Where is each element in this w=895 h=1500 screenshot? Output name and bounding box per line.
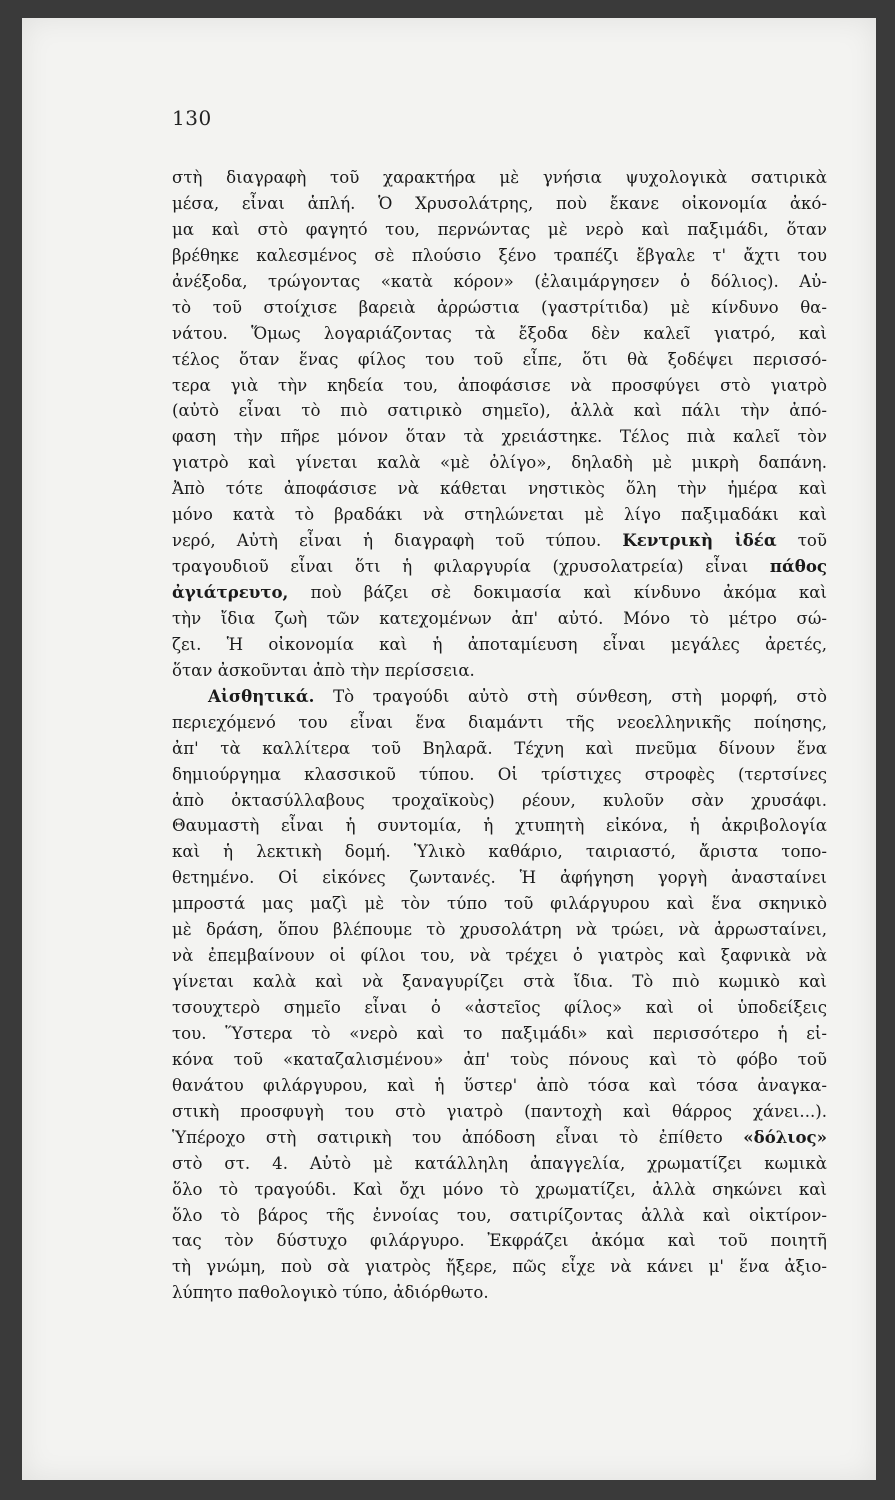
text-line <box>172 347 827 373</box>
line-text: στὴ διαγραφὴ τοῦ χαρακτήρα μὲ γνήσια ψυχολογικὰ σατιρικὰ <box>172 168 827 187</box>
line-text: ἀπὸ ὀκτασύλλαβους τροχαϊκοὺς) ρέουν, κυλοῦν σὰν χρυσάφι. <box>172 790 827 810</box>
line-text: ἀνέξοδα, τρώγοντας «κατὰ κόρον» (ἐλαιμάργησεν ὁ δόλιος). Αὐ- <box>172 271 827 291</box>
text-line <box>172 373 827 399</box>
text-line <box>172 554 827 580</box>
text-line <box>172 295 827 321</box>
bold-term: «δόλιος» <box>743 1126 827 1147</box>
text-line <box>172 917 827 943</box>
line-text: τὴ γνώμη, ποὺ σὰ γιατρὸς ἤξερε, πῶς εἶχε νὰ κάνει μ' ἕνα ἀξιο- <box>172 1257 827 1277</box>
text-line <box>172 1177 827 1203</box>
line-text: περιεχόμενό του εἶναι ἕνα διαμάντι τῆς νεοελληνικῆς ποίησης, <box>172 712 827 732</box>
text-line <box>172 684 827 710</box>
line-text: φαση τὴν πῆρε μόνον ὅταν τὰ χρειάστηκε. Τέλος πιὰ καλεῖ τὸν <box>172 427 827 447</box>
text-line <box>172 269 827 295</box>
line-text: τέλος ὅταν ἕνας φίλος του τοῦ εἶπε, ὅτι θὰ ξοδέψει περισσό- <box>172 349 827 369</box>
line-text: θανάτου φιλάργυρου, καὶ ἡ ὕστερ' ἀπὸ τόσα καὶ τόσα ἀναγκα- <box>172 1075 827 1095</box>
book-page <box>22 18 876 1480</box>
line-text: μὲ δράση, ὅπου βλέπουμε τὸ χρυσολάτρη νὰ τρώει, νὰ ἀρρωσταίνει, <box>172 920 827 940</box>
line-text: νάτου. Ὅμως λογαριάζοντας τὰ ἔξοδα δὲν καλεῖ γιατρό, καὶ <box>172 323 827 343</box>
line-text: τσουχτερὸ σημεῖο εἶναι ὁ «ἀστεῖος φίλος» καὶ οἱ ὑποδείξεις <box>172 998 827 1017</box>
line-text: (αὐτὸ εἶναι τὸ πιὸ σατιρικὸ σημεῖο), ἀλλὰ καὶ πάλι τὴν ἀπό- <box>172 401 827 421</box>
line-text: ὅλο τὸ τραγούδι. Καὶ ὄχι μόνο τὸ χρωματίζει, ἀλλὰ σηκώνει καὶ <box>172 1179 827 1199</box>
text-line <box>172 813 827 839</box>
text-line <box>172 943 827 969</box>
line-text: Θαυμαστὴ εἶναι ἡ συντομία, ἡ χτυπητὴ εἰκόνα, ἡ ἀκριβολογία <box>172 816 827 836</box>
line-text: ποὺ βάζει σὲ δοκιμασία καὶ κίνδυνο ἀκόμα καὶ <box>288 583 827 602</box>
text-line <box>172 995 827 1021</box>
line-text: στικὴ προσφυγὴ του στὸ γιατρὸ (παντοχὴ καὶ θάρρος χάνει...). <box>172 1101 827 1121</box>
text-line <box>172 165 827 191</box>
line-text: μέσα, εἶναι ἁπλή. Ὁ Χρυσολάτρης, ποὺ ἔκανε οἰκονομία ἀκό- <box>172 193 827 213</box>
text-line <box>172 217 827 243</box>
bold-term: πάθος <box>769 556 827 577</box>
text-line <box>172 398 827 424</box>
line-text: θετημένο. Οἱ εἰκόνες ζωντανές. Ἡ ἀφήγηση γοργὴ ἀνασταίνει <box>172 868 827 888</box>
line-text: ζει. Ἡ οἰκονομία καὶ ἡ ἀποταμίευση εἶναι μεγάλες ἀρετές, <box>172 634 827 654</box>
line-text: τὴν ἴδια ζωὴ τῶν κατεχομένων ἀπ' αὐτό. Μόνο τὸ μέτρο σώ- <box>172 608 827 628</box>
line-text: ὅλο τὸ βάρος τῆς ἐννοίας του, σατιρίζοντας ἀλλὰ καὶ οἰκτίρον- <box>172 1205 827 1225</box>
line-text: νερό, Αὐτὴ εἶναι ἡ διαγραφὴ τοῦ τύπου. <box>172 531 623 551</box>
line-text: κόνα τοῦ «καταζαλισμένου» ἀπ' τοὺς πόνους καὶ τὸ φόβο τοῦ <box>172 1049 827 1069</box>
text-line <box>172 528 827 554</box>
text-line <box>172 606 827 632</box>
text-line <box>172 788 827 814</box>
line-text: λύπητο παθολογικὸ τύπο, ἀδιόρθωτο. <box>172 1283 489 1303</box>
text-line <box>172 1203 827 1229</box>
text-line <box>172 1047 827 1073</box>
text-line <box>172 710 827 736</box>
line-text: δημιούργημα κλασσικοῦ τύπου. Οἱ τρίστιχες στροφὲς (τερτσίνες <box>172 764 827 784</box>
page-number: 130 <box>172 106 212 130</box>
text-line <box>172 191 827 217</box>
line-text: τραγουδιοῦ εἶναι ὅτι ἡ φιλαργυρία (χρυσολατρεία) εἶναι <box>172 557 770 577</box>
text-line <box>172 1099 827 1125</box>
line-text: ἀπ' τὰ καλλίτερα τοῦ Βηλαρᾶ. Τέχνη καὶ πνεῦμα δίνουν ἕνα <box>172 738 827 758</box>
bold-term: ἀγιάτρευτο, <box>172 582 289 602</box>
text-line <box>172 891 827 917</box>
text-line <box>172 1254 827 1280</box>
line-text: τας τὸν δύστυχο φιλάργυρο. Ἐκφράζει ἀκόμα καὶ τοῦ ποιητῆ <box>172 1231 827 1251</box>
line-text: του. Ὕστερα τὸ «νερὸ καὶ το παξιμάδι» καὶ περισσότερο ἡ εἰ- <box>172 1023 827 1043</box>
line-text: γιατρὸ καὶ γίνεται καλὰ «μὲ ὀλίγο», δηλαδὴ μὲ μικρὴ δαπάνη. <box>172 453 827 473</box>
bold-term: Κεντρικὴ ἰδέα <box>622 530 777 551</box>
line-text: τοῦ <box>776 531 827 551</box>
bold-term: Αἰσθητικά. <box>208 685 315 706</box>
line-text: μα καὶ στὸ φαγητό του, περνώντας μὲ νερὸ καὶ παξιμάδι, ὅταν <box>172 219 827 239</box>
text-line <box>172 424 827 450</box>
text-line <box>172 1151 827 1177</box>
text-line <box>172 243 827 269</box>
line-text: ὅταν ἀσκοῦνται ἀπὸ τὴν περίσσεια. <box>172 660 475 680</box>
line-text: στὸ στ. 4. Αὐτὸ μὲ κατάλληλη ἀπαγγελία, χρωματίζει κωμικὰ <box>172 1153 827 1173</box>
line-text: Ὑπέροχο στὴ σατιρικὴ του ἀπόδοση εἶναι τὸ ἐπίθετο <box>172 1127 744 1147</box>
text-line <box>172 632 827 658</box>
text-line <box>172 476 827 502</box>
line-text: μπροστά μας μαζὶ μὲ τὸν τύπο τοῦ φιλάργυρου καὶ ἕνα σκηνικὸ <box>172 894 827 914</box>
text-line <box>172 1021 827 1047</box>
text-line <box>172 762 827 788</box>
body-text <box>172 165 827 1306</box>
text-line <box>172 1073 827 1099</box>
text-line <box>172 658 827 684</box>
text-line <box>172 839 827 865</box>
line-text: μόνο κατὰ τὸ βραδάκι νὰ στηλώνεται μὲ λίγο παξιμαδάκι καὶ <box>172 505 827 525</box>
text-line <box>172 865 827 891</box>
text-line <box>172 580 827 606</box>
text-line <box>172 450 827 476</box>
line-text: Ἀπὸ τότε ἀποφάσισε νὰ κάθεται νηστικὸς ὅλη τὴν ἡμέρα καὶ <box>172 479 827 499</box>
text-line <box>172 1125 827 1151</box>
text-line <box>172 736 827 762</box>
line-text: γίνεται καλὰ καὶ νὰ ξαναγυρίζει στὰ ἴδια. Τὸ πιὸ κωμικὸ καὶ <box>172 972 827 992</box>
line-text: τὸ τοῦ στοίχισε βαρειὰ ἀρρώστια (γαστρίτιδα) μὲ κίνδυνο θα- <box>172 297 827 317</box>
text-line <box>172 321 827 347</box>
line-text: τερα γιὰ τὴν κηδεία του, ἀποφάσισε νὰ προσφύγει στὸ γιατρὸ <box>172 375 827 395</box>
text-line <box>172 1280 827 1306</box>
text-line <box>172 969 827 995</box>
line-text: καὶ ἡ λεκτικὴ δομή. Ὑλικὸ καθάριο, ταιριαστό, ἄριστα τοπο- <box>172 842 827 862</box>
line-text: Τὸ τραγούδι αὐτὸ στὴ σύνθεση, στὴ μορφή, στὸ <box>314 686 827 706</box>
line-text: βρέθηκε καλεσμένος σὲ πλούσιο ξένο τραπέζι ἔβγαλε τ' ἄχτι του <box>172 245 827 265</box>
line-text: νὰ ἐπεμβαίνουν οἱ φίλοι του, νὰ τρέχει ὁ γιατρὸς καὶ ξαφνικὰ νὰ <box>172 946 827 966</box>
text-line <box>172 502 827 528</box>
text-line <box>172 1228 827 1254</box>
